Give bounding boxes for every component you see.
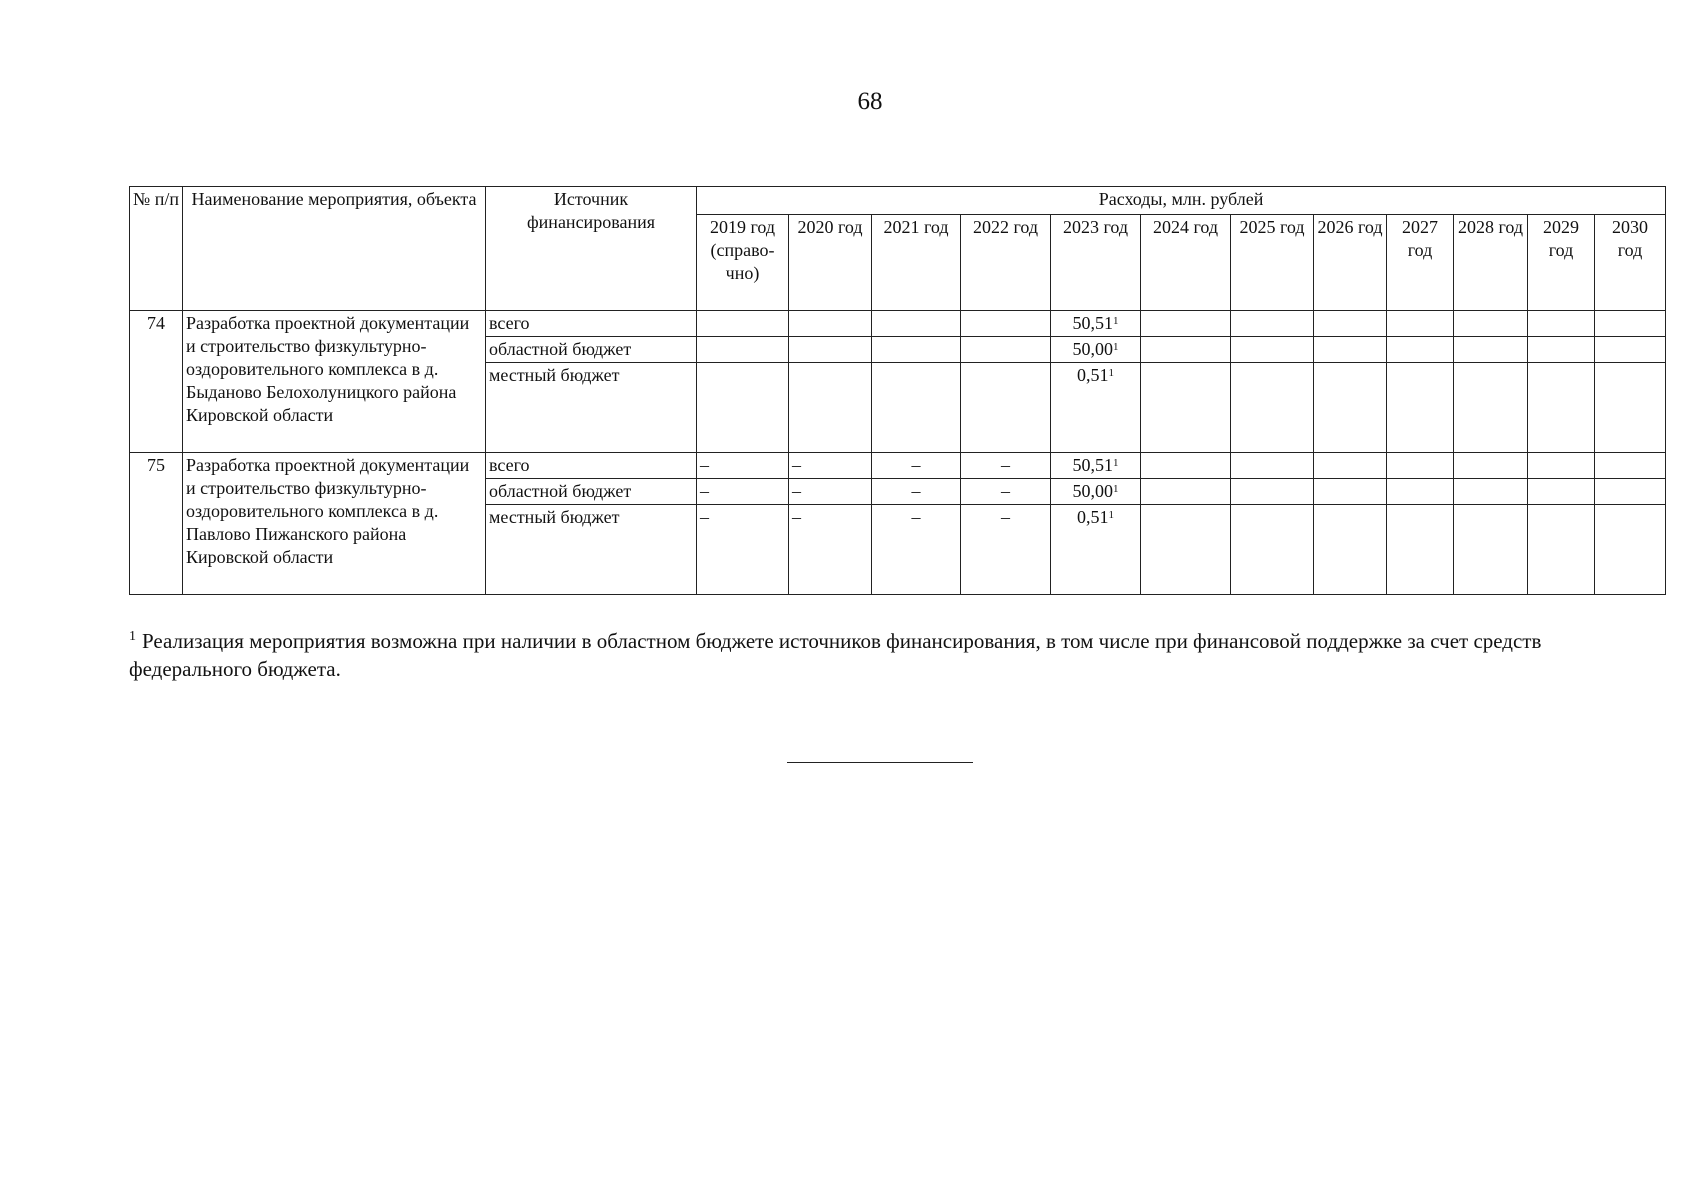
value-cell bbox=[697, 363, 789, 453]
value-cell: – bbox=[697, 505, 789, 595]
value-text: 50,00 bbox=[1072, 339, 1113, 359]
value-cell bbox=[1051, 363, 1141, 453]
value-cell bbox=[1387, 479, 1454, 505]
value-cell bbox=[789, 363, 872, 453]
value-cell bbox=[1231, 311, 1314, 337]
value-cell bbox=[1141, 505, 1231, 595]
source-label: всего bbox=[486, 311, 697, 337]
value-cell bbox=[1387, 505, 1454, 595]
source-label: местный бюджет bbox=[486, 363, 697, 453]
source-label: областной бюджет bbox=[486, 479, 697, 505]
value-cell: – bbox=[789, 453, 872, 479]
value-cell bbox=[1387, 363, 1454, 453]
value-text: 50,51 bbox=[1072, 455, 1113, 475]
value-cell: – bbox=[697, 453, 789, 479]
value-cell bbox=[1454, 479, 1528, 505]
header-year: 2029 год bbox=[1528, 215, 1595, 311]
header-year: 2026 год bbox=[1314, 215, 1387, 311]
value-cell bbox=[1051, 453, 1141, 479]
value-cell bbox=[1595, 311, 1666, 337]
footnote-ref: 1 bbox=[1113, 341, 1119, 353]
header-year: 2024 год bbox=[1141, 215, 1231, 311]
value-cell bbox=[1051, 505, 1141, 595]
source-label: местный бюджет bbox=[486, 505, 697, 595]
value-cell bbox=[789, 337, 872, 363]
header-year: 2023 год bbox=[1051, 215, 1141, 311]
row-num: 74 bbox=[130, 311, 183, 453]
value-cell bbox=[1231, 479, 1314, 505]
value-cell bbox=[1314, 311, 1387, 337]
footnote-ref: 1 bbox=[1108, 367, 1114, 379]
value-cell bbox=[1454, 311, 1528, 337]
budget-table bbox=[129, 186, 1666, 595]
footnote-text: Реализация мероприятия возможна при наличии в областном бюджете источников финансирования, в том числе при финансовой поддержке за счет средств федерального бюджета. bbox=[129, 629, 1542, 681]
value-cell bbox=[1051, 479, 1141, 505]
footnote-mark: 1 bbox=[129, 629, 136, 644]
value-cell bbox=[1231, 337, 1314, 363]
value-cell bbox=[1454, 505, 1528, 595]
footnote-ref: 1 bbox=[1108, 509, 1114, 521]
value-cell bbox=[1141, 311, 1231, 337]
value-text: 0,51 bbox=[1077, 365, 1109, 385]
value-text: 50,51 bbox=[1072, 313, 1113, 333]
row-num: 75 bbox=[130, 453, 183, 595]
value-cell bbox=[1528, 479, 1595, 505]
value-cell bbox=[961, 363, 1051, 453]
value-text: 50,00 bbox=[1072, 481, 1113, 501]
header-year: 2028 год bbox=[1454, 215, 1528, 311]
footnote bbox=[129, 627, 1629, 683]
value-cell bbox=[1387, 311, 1454, 337]
header-year: 2027 год bbox=[1387, 215, 1454, 311]
value-cell bbox=[1595, 363, 1666, 453]
value-cell bbox=[872, 363, 961, 453]
value-cell: – bbox=[697, 479, 789, 505]
value-cell: – bbox=[961, 479, 1051, 505]
value-cell bbox=[1528, 453, 1595, 479]
header-expenses: Расходы, млн. рублей bbox=[697, 187, 1666, 215]
page-number: 68 bbox=[857, 88, 883, 115]
table-row bbox=[130, 311, 1666, 337]
value-cell bbox=[872, 337, 961, 363]
value-cell bbox=[1141, 337, 1231, 363]
value-cell bbox=[1387, 337, 1454, 363]
header-year: 2021 год bbox=[872, 215, 961, 311]
value-cell: – bbox=[789, 505, 872, 595]
row-name: Разработка проектной документации и строительство физкультурно-оздоровительного комплекса в д. Быданово Белохолуницкого района Кировской области bbox=[183, 311, 486, 453]
value-cell bbox=[1141, 453, 1231, 479]
value-cell bbox=[1595, 337, 1666, 363]
value-cell bbox=[1314, 337, 1387, 363]
value-cell: – bbox=[961, 453, 1051, 479]
table-row bbox=[130, 453, 1666, 479]
closing-divider bbox=[787, 762, 973, 763]
footnote-ref: 1 bbox=[1113, 483, 1119, 495]
value-cell bbox=[872, 311, 961, 337]
value-cell bbox=[1454, 453, 1528, 479]
value-cell bbox=[789, 311, 872, 337]
header-year: 2030 год bbox=[1595, 215, 1666, 311]
value-cell bbox=[1051, 311, 1141, 337]
value-cell bbox=[1314, 479, 1387, 505]
footnote-ref: 1 bbox=[1113, 315, 1119, 327]
value-cell bbox=[697, 337, 789, 363]
value-cell bbox=[1595, 453, 1666, 479]
header-year: 2020 год bbox=[789, 215, 872, 311]
value-cell bbox=[961, 337, 1051, 363]
header-source: Источник финансирования bbox=[486, 187, 697, 311]
value-cell bbox=[1528, 505, 1595, 595]
value-cell bbox=[1141, 363, 1231, 453]
header-year: 2025 год bbox=[1231, 215, 1314, 311]
value-cell bbox=[1595, 479, 1666, 505]
value-cell bbox=[1231, 505, 1314, 595]
value-cell bbox=[1454, 363, 1528, 453]
value-cell bbox=[1051, 337, 1141, 363]
value-cell: – bbox=[961, 505, 1051, 595]
header-name: Наименование мероприятия, объекта bbox=[183, 187, 486, 311]
value-cell bbox=[1314, 505, 1387, 595]
value-cell: – bbox=[872, 453, 961, 479]
value-cell bbox=[1528, 337, 1595, 363]
value-cell: – bbox=[789, 479, 872, 505]
header-year: 2019 год (справо- чно) bbox=[697, 215, 789, 311]
value-cell bbox=[697, 311, 789, 337]
value-cell bbox=[1595, 505, 1666, 595]
value-cell bbox=[1314, 453, 1387, 479]
header-year: 2022 год bbox=[961, 215, 1051, 311]
value-cell: – bbox=[872, 505, 961, 595]
value-cell bbox=[1314, 363, 1387, 453]
value-cell bbox=[1528, 311, 1595, 337]
value-cell: – bbox=[872, 479, 961, 505]
value-cell bbox=[1231, 453, 1314, 479]
source-label: областной бюджет bbox=[486, 337, 697, 363]
source-label: всего bbox=[486, 453, 697, 479]
header-num: № п/п bbox=[130, 187, 183, 311]
footnote-ref: 1 bbox=[1113, 457, 1119, 469]
value-cell bbox=[961, 311, 1051, 337]
value-text: 0,51 bbox=[1077, 507, 1109, 527]
value-cell bbox=[1141, 479, 1231, 505]
value-cell bbox=[1231, 363, 1314, 453]
row-name: Разработка проектной документации и строительство физкультурно-оздоровительного комплекса в д. Павлово Пижанского района Кировской области bbox=[183, 453, 486, 595]
value-cell bbox=[1387, 453, 1454, 479]
value-cell bbox=[1528, 363, 1595, 453]
value-cell bbox=[1454, 337, 1528, 363]
